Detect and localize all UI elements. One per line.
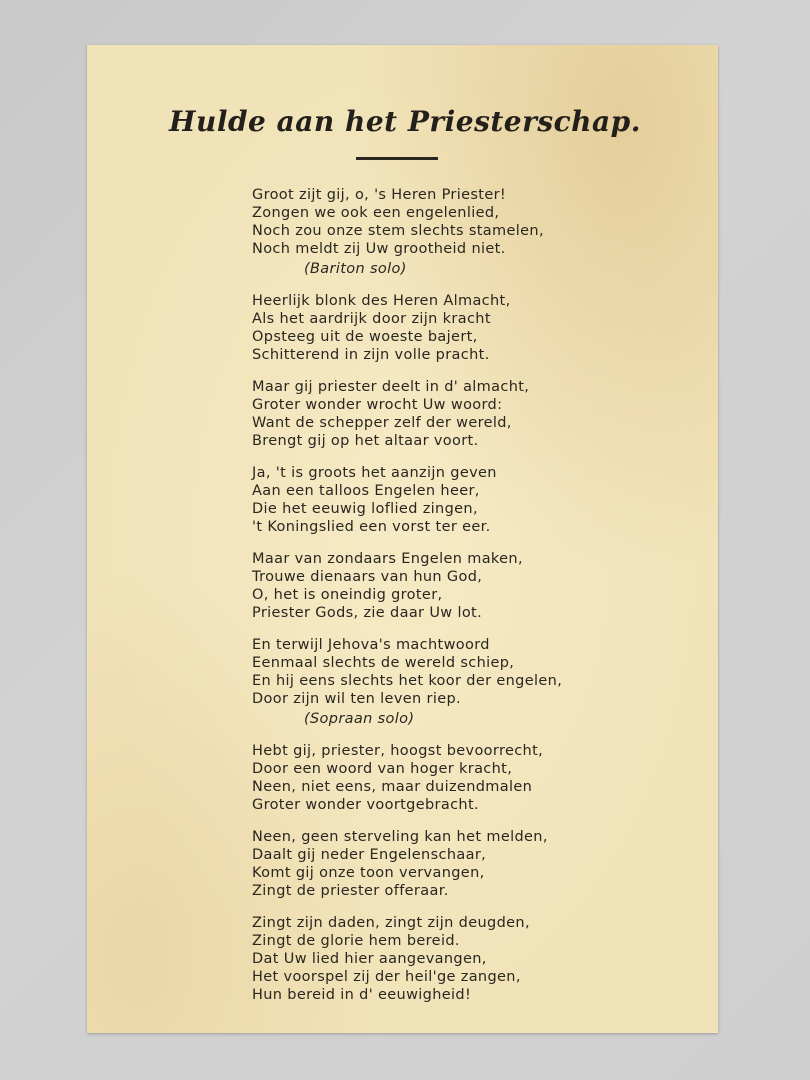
poem-line: Ja, 't is groots het aanzijn geven [252, 465, 497, 481]
poem-line: Aan een talloos Engelen heer, [252, 483, 480, 499]
poem-line: Door een woord van hoger kracht, [252, 761, 513, 777]
stanza [252, 828, 632, 900]
poem-line: Groter wonder voortgebracht. [252, 797, 479, 813]
poem-line: Zingt de glorie hem bereid. [252, 933, 460, 949]
stanza [252, 550, 632, 622]
stanza [252, 464, 632, 536]
poem-line: Neen, geen sterveling kan het melden, [252, 829, 548, 845]
poem-line: Noch meldt zij Uw grootheid niet. [252, 241, 506, 257]
poem-line: Komt gij onze toon vervangen, [252, 865, 485, 881]
poem-line: Opsteeg uit de woeste bajert, [252, 329, 478, 345]
poem-line: Eenmaal slechts de wereld schiep, [252, 655, 515, 671]
poem-line: Zongen we ook een engelenlied, [252, 205, 500, 221]
poem-line: Heerlijk blonk des Heren Almacht, [252, 293, 511, 309]
poem-line: Noch zou onze stem slechts stamelen, [252, 223, 544, 239]
poem-line: Als het aardrijk door zijn kracht [252, 311, 491, 327]
solo-note: (Sopraan solo) [304, 711, 415, 727]
poem-line: Hebt gij, priester, hoogst bevoorrecht, [252, 743, 544, 759]
solo-note: (Bariton solo) [304, 261, 407, 277]
poem-line: Want de schepper zelf der wereld, [252, 415, 512, 431]
poem [252, 186, 632, 1018]
poem-line: En terwijl Jehova's machtwoord [252, 637, 490, 653]
stanza [252, 292, 632, 364]
stanza [252, 378, 632, 450]
stanza [252, 636, 632, 728]
poem-line: Zingt de priester offeraar. [252, 883, 449, 899]
stanza [252, 186, 632, 278]
poem-line: Door zijn wil ten leven riep. [252, 691, 462, 707]
poem-line: Daalt gij neder Engelenschaar, [252, 847, 487, 863]
poem-line: Hun bereid in d' eeuwigheid! [252, 987, 472, 1003]
poem-line: Schitterend in zijn volle pracht. [252, 347, 490, 363]
poem-line: O, het is oneindig groter, [252, 587, 443, 603]
title-underline [356, 157, 438, 160]
poem-line: Maar van zondaars Engelen maken, [252, 551, 523, 567]
stanza [252, 742, 632, 814]
poem-line: Groter wonder wrocht Uw woord: [252, 397, 503, 413]
poem-line: Brengt gij op het altaar voort. [252, 433, 479, 449]
poem-line: Dat Uw lied hier aangevangen, [252, 951, 487, 967]
poem-line: Zingt zijn daden, zingt zijn deugden, [252, 915, 530, 931]
poem-line: Neen, niet eens, maar duizendmalen [252, 779, 533, 795]
poem-line: 't Koningslied een vorst ter eer. [252, 519, 491, 535]
poem-line: Priester Gods, zie daar Uw lot. [252, 605, 483, 621]
poem-line: En hij eens slechts het koor der engelen, [252, 673, 563, 689]
poem-line: Trouwe dienaars van hun God, [252, 569, 483, 585]
poem-line: Groot zijt gij, o, 's Heren Priester! [252, 187, 507, 203]
poem-line: Het voorspel zij der heil'ge zangen, [252, 969, 521, 985]
poem-line: Maar gij priester deelt in d' almacht, [252, 379, 530, 395]
page-title: Hulde aan het Priesterschap. [169, 105, 641, 138]
stanza [252, 914, 632, 1004]
poem-line: Die het eeuwig loflied zingen, [252, 501, 478, 517]
